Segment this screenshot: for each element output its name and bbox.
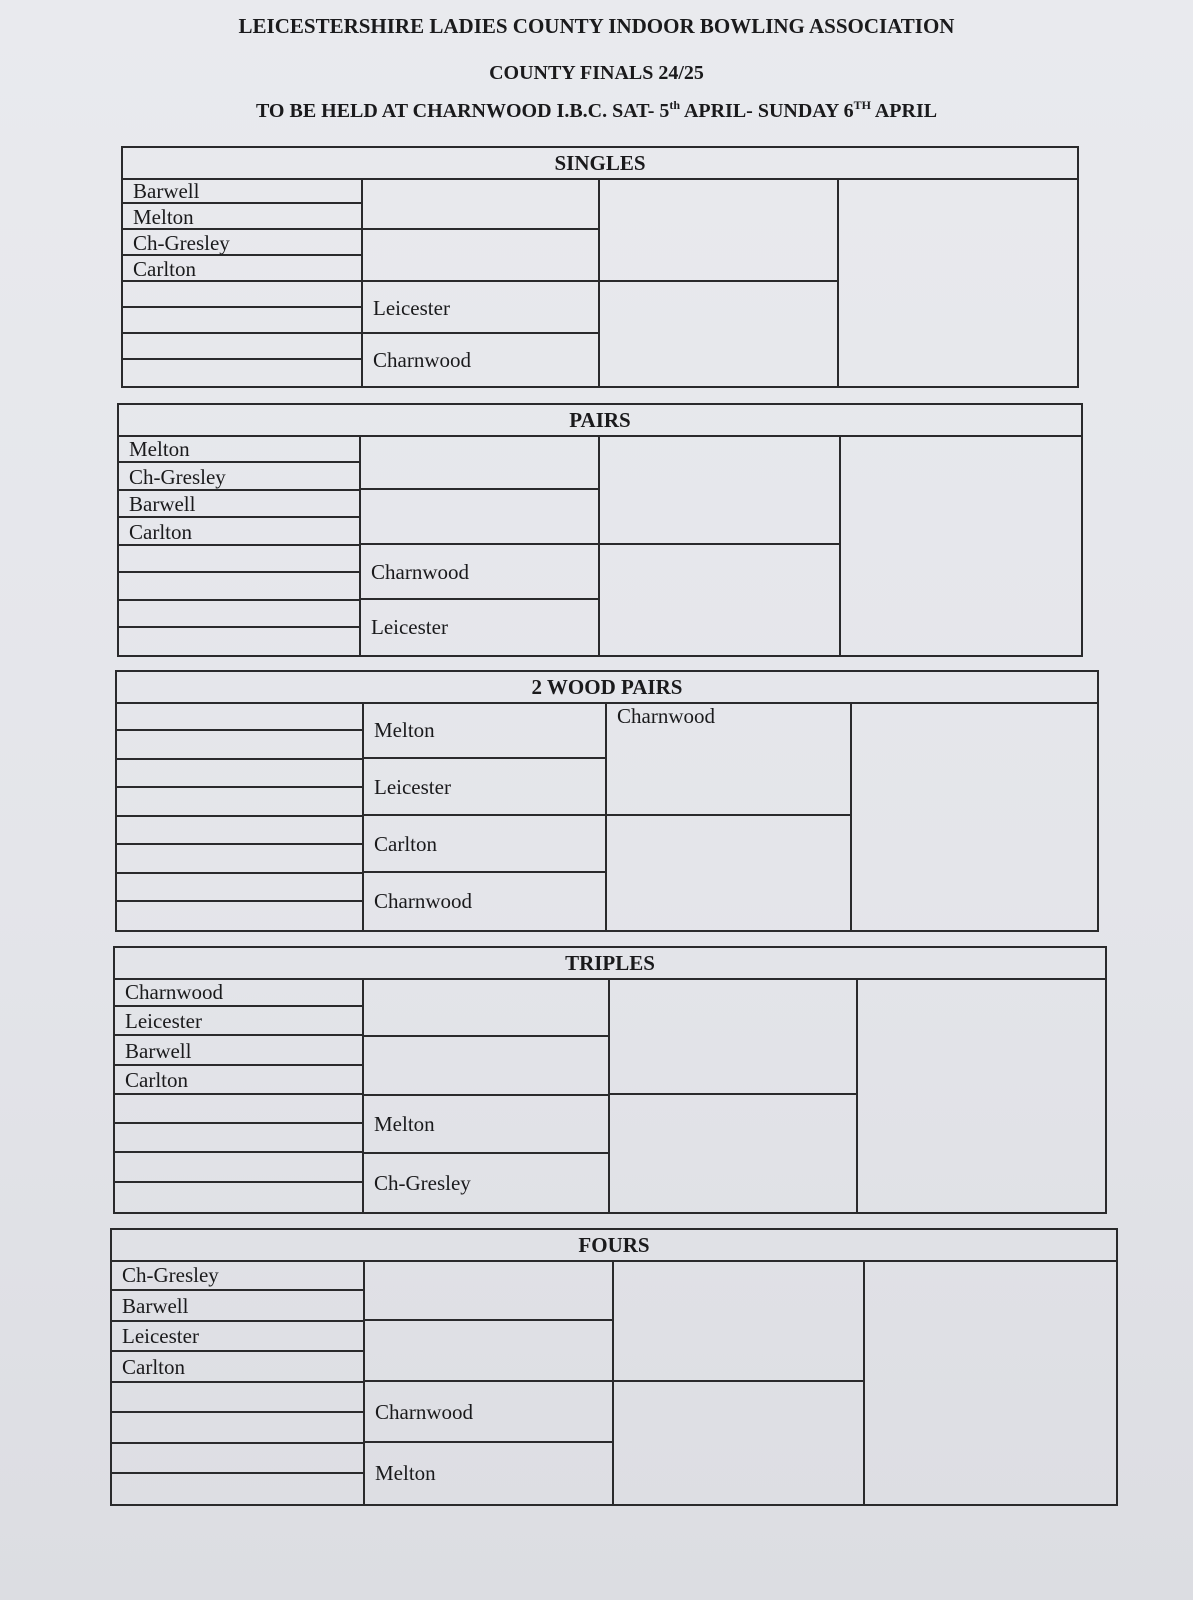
- first-round-slot: Melton: [123, 204, 361, 230]
- first-round-column: [119, 435, 361, 655]
- final-slot: [858, 978, 1105, 1212]
- first-round-column: [112, 1260, 365, 1504]
- second-round-slot: [364, 1037, 608, 1096]
- first-round-slot: Barwell: [123, 178, 361, 204]
- event-title: PAIRS: [119, 405, 1081, 437]
- first-round-slot: [115, 1183, 362, 1212]
- first-round-slot: [115, 1154, 362, 1183]
- final-slot: [839, 178, 1077, 386]
- venue-suffix: APRIL: [870, 100, 938, 122]
- first-round-slot: Carlton: [112, 1352, 363, 1383]
- second-round-slot: [365, 1321, 612, 1382]
- second-round-slot: [361, 435, 598, 490]
- first-round-column: [123, 178, 363, 386]
- second-round-slot: Charnwood: [361, 545, 598, 600]
- singles-draw: [121, 146, 1079, 388]
- first-round-slot: Carlton: [119, 518, 359, 546]
- semi-final-slot: [600, 282, 837, 386]
- pairs-draw: [117, 403, 1083, 657]
- semi-finals-column: [600, 435, 841, 655]
- semi-final-slot: [610, 978, 856, 1095]
- second-round-column: [364, 978, 610, 1212]
- event-title: FOURS: [112, 1230, 1116, 1262]
- first-round-slot: Leicester: [112, 1321, 363, 1352]
- semi-finals-column: [610, 978, 858, 1212]
- second-round-slot: Leicester: [371, 615, 448, 639]
- second-round-slot: Leicester: [363, 282, 598, 334]
- second-round-slot: Charnwood: [374, 889, 472, 913]
- second-round-slot: Melton: [364, 702, 605, 759]
- event-title: TRIPLES: [115, 948, 1105, 980]
- second-round-column: [365, 1260, 614, 1504]
- second-round-slot: Charnwood: [373, 348, 471, 372]
- first-round-slot: [115, 1095, 362, 1124]
- association-title: LEICESTERSHIRE LADIES COUNTY INDOOR BOWLING ASSOCIATION: [238, 14, 955, 38]
- first-round-slot: [112, 1443, 363, 1474]
- semi-final-slot: [610, 1095, 856, 1212]
- first-round-slot: [119, 600, 359, 628]
- first-round-slot: [117, 816, 362, 845]
- triples-draw: [113, 946, 1107, 1214]
- first-round-slot: [117, 902, 362, 931]
- first-round-slot: [123, 334, 361, 360]
- final-slot: [865, 1260, 1116, 1504]
- first-round-slot: [123, 308, 361, 334]
- first-round-slot: [119, 573, 359, 601]
- first-round-slot: Carlton: [115, 1066, 362, 1095]
- second-round-slot: [364, 978, 608, 1037]
- first-round-slot: Ch-Gresley: [119, 463, 359, 491]
- final-column: [865, 1260, 1116, 1504]
- second-round-column: [361, 435, 600, 655]
- first-round-slot: [117, 731, 362, 760]
- second-round-slot: [363, 178, 598, 230]
- semi-final-slot: [600, 545, 839, 655]
- finals-title: COUNTY FINALS 24/25: [489, 62, 704, 84]
- two-wood-pairs-draw: [115, 670, 1099, 932]
- semi-finals-column: [607, 702, 852, 930]
- second-round-column: [363, 178, 600, 386]
- first-round-slot: [117, 702, 362, 731]
- semi-final-slot: [600, 178, 837, 282]
- second-round-slot: [361, 490, 598, 545]
- venue-mid: APRIL- SUNDAY 6: [680, 100, 854, 122]
- first-round-slot: Carlton: [123, 256, 361, 282]
- first-round-slot: [123, 282, 361, 308]
- first-round-slot: [117, 788, 362, 817]
- final-column: [858, 978, 1105, 1212]
- venue-line: [0, 98, 1193, 123]
- second-round-slot: Ch-Gresley: [374, 1171, 471, 1195]
- first-round-slot: [123, 360, 361, 386]
- venue-sup-2: TH: [853, 98, 871, 112]
- semi-final-slot: [600, 435, 839, 545]
- first-round-slot: [117, 759, 362, 788]
- first-round-slot: [119, 545, 359, 573]
- semi-final-slot: Charnwood: [607, 702, 850, 816]
- semi-final-slot: [607, 816, 850, 930]
- second-round-slot: Leicester: [364, 759, 605, 816]
- final-column: [841, 435, 1081, 655]
- semi-finals-column: [600, 178, 839, 386]
- first-round-column: [117, 702, 364, 930]
- venue-sup-1: th: [669, 98, 681, 112]
- second-round-slot: Melton: [375, 1461, 436, 1485]
- second-round-slot: [365, 1260, 612, 1321]
- semi-final-slot: [614, 1260, 863, 1382]
- first-round-slot: [112, 1382, 363, 1413]
- first-round-slot: Ch-Gresley: [123, 230, 361, 256]
- semi-final-slot: [614, 1382, 863, 1504]
- final-column: [852, 702, 1097, 930]
- second-round-slot: [363, 230, 598, 282]
- first-round-slot: [112, 1413, 363, 1444]
- first-round-slot: [117, 845, 362, 874]
- first-round-slot: [119, 628, 359, 656]
- semi-finals-column: [614, 1260, 865, 1504]
- second-round-column: [364, 702, 607, 930]
- first-round-slot: Charnwood: [115, 978, 362, 1007]
- first-round-column: [115, 978, 364, 1212]
- final-slot: [852, 702, 1097, 930]
- second-round-slot: Melton: [364, 1095, 608, 1154]
- venue-prefix: TO BE HELD AT CHARNWOOD I.B.C. SAT- 5: [255, 100, 670, 122]
- first-round-slot: [115, 1124, 362, 1153]
- event-title: 2 WOOD PAIRS: [117, 672, 1097, 704]
- first-round-slot: [117, 873, 362, 902]
- first-round-slot: Ch-Gresley: [112, 1260, 363, 1291]
- final-slot: [841, 435, 1081, 655]
- first-round-slot: Barwell: [119, 490, 359, 518]
- final-column: [839, 178, 1077, 386]
- first-round-slot: Melton: [119, 435, 359, 463]
- fours-draw: [110, 1228, 1118, 1506]
- first-round-slot: Leicester: [115, 1007, 362, 1036]
- second-round-slot: Carlton: [364, 816, 605, 873]
- event-title: SINGLES: [123, 148, 1077, 180]
- first-round-slot: Barwell: [115, 1037, 362, 1066]
- second-round-slot: Charnwood: [365, 1382, 612, 1443]
- first-round-slot: Barwell: [112, 1291, 363, 1322]
- first-round-slot: [112, 1474, 363, 1505]
